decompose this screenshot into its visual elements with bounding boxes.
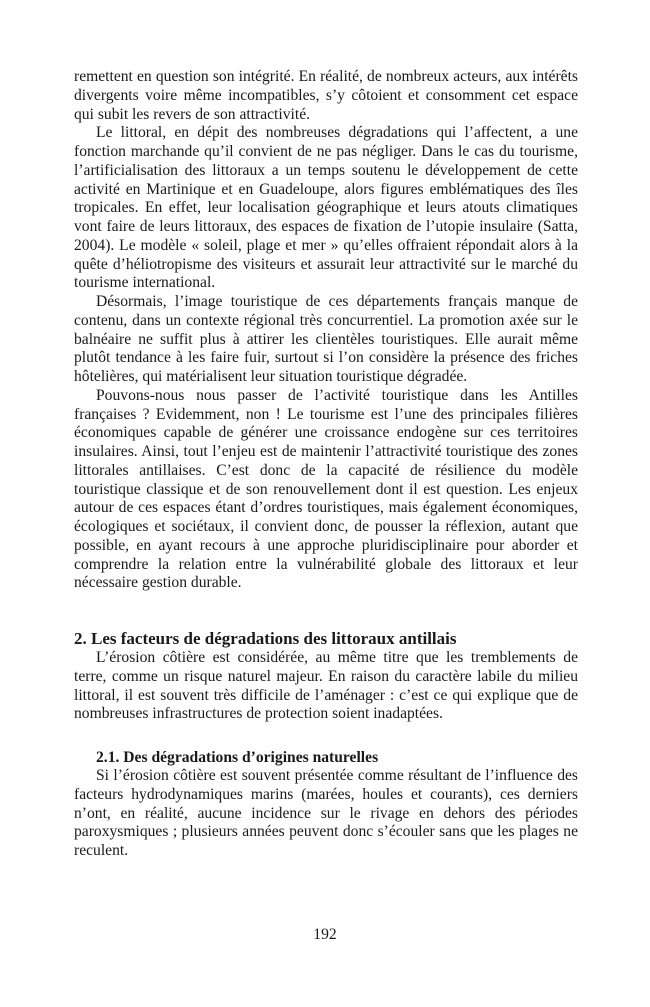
subsection-2-1 bbox=[74, 748, 578, 861]
document-page bbox=[74, 68, 578, 861]
subsection-paragraph: Si l’érosion côtière est souvent présentée comme résultant de l’influence des facteurs hydrodynamiques marins (marées, houles et courants), ces derniers n’ont, en réalité, aucune incidence sur le rivage en dehors des périodes paroxysmiques ; plusieurs années peuvent donc s’écouler sans que les plages ne reculent. bbox=[74, 767, 578, 859]
paragraph-image-touristique: Désormais, l’image touristique de ces départements français manque de contenu, dans un contexte régional très concurrentiel. La promotion axée sur le balnéaire ne suffit plus à attirer les clientèles touristiques. Elle aurait même plutôt tendance à les faire fuir, surtout si l’on considère la présence des friches hôtelières, qui matérialisent leur situation touristique dégradée. bbox=[74, 293, 578, 385]
section-2 bbox=[74, 629, 578, 724]
paragraph-littoral-fonction-marchande: Le littoral, en dépit des nombreuses dégradations qui l’affectent, a une fonction marchande qu’il convient de ne pas négliger. Dans le cas du tourisme, l’artificialisation des littoraux a un temps soutenu le développement de cette activité en Martinique et en Guadeloupe, alors figures emblématiques des îles tropicales. En effet, leur localisation géographique et leurs atouts climatiques vont faire de leurs littoraux, des espaces de fixation de l’utopie insulaire (Satta, 2004). Le modèle « soleil, plage et mer » qu’elles offraient répondait alors à la quête d’héliotropisme des visiteurs et assurait leur attractivité sur le marché du tourisme international. bbox=[74, 124, 578, 292]
paragraph-continuation: remettent en question son intégrité. En réalité, de nombreux acteurs, aux intérêts divergents voire même incompatibles, s’y côtoient et consomment cet espace qui subit les revers de son attractivité. bbox=[74, 68, 578, 123]
section-paragraph: L’érosion côtière est considérée, au même titre que les tremblements de terre, comme un risque naturel majeur. En raison du caractère labile du milieu littoral, il est souvent très difficile de l’aménager : c’est ce qui explique que de nombreuses infrastructures de protection soient inadaptées. bbox=[74, 649, 578, 723]
page-number: 192 bbox=[313, 926, 337, 943]
section-heading: 2. Les facteurs de dégradations des littoraux antillais bbox=[74, 629, 457, 648]
subsection-heading: 2.1. Des dégradations d’origines naturelles bbox=[96, 749, 379, 766]
paragraph-activite-touristique: Pouvons-nous nous passer de l’activité touristique dans les Antilles françaises ? Evidemment, non ! Le tourisme est l’une des principales filières économiques capable de générer une croissance endogène sur ces territoires insulaires. Ainsi, tout l’enjeu est de maintenir l’attractivité touristique des zones littorales antillaises. C’est donc de la capacité de résilience du modèle touristique classique et de son renouvellement dont il est question. Les enjeux autour de ces espaces étant d’ordres touristiques, mais également économiques, écologiques et sociétaux, il convient donc, de pousser la réflexion, autant que possible, en ayant recours à une approche pluridisciplinaire pour aborder et comprendre la relation entre la vulnérabilité globale des littoraux et leur nécessaire gestion durable. bbox=[74, 386, 578, 592]
